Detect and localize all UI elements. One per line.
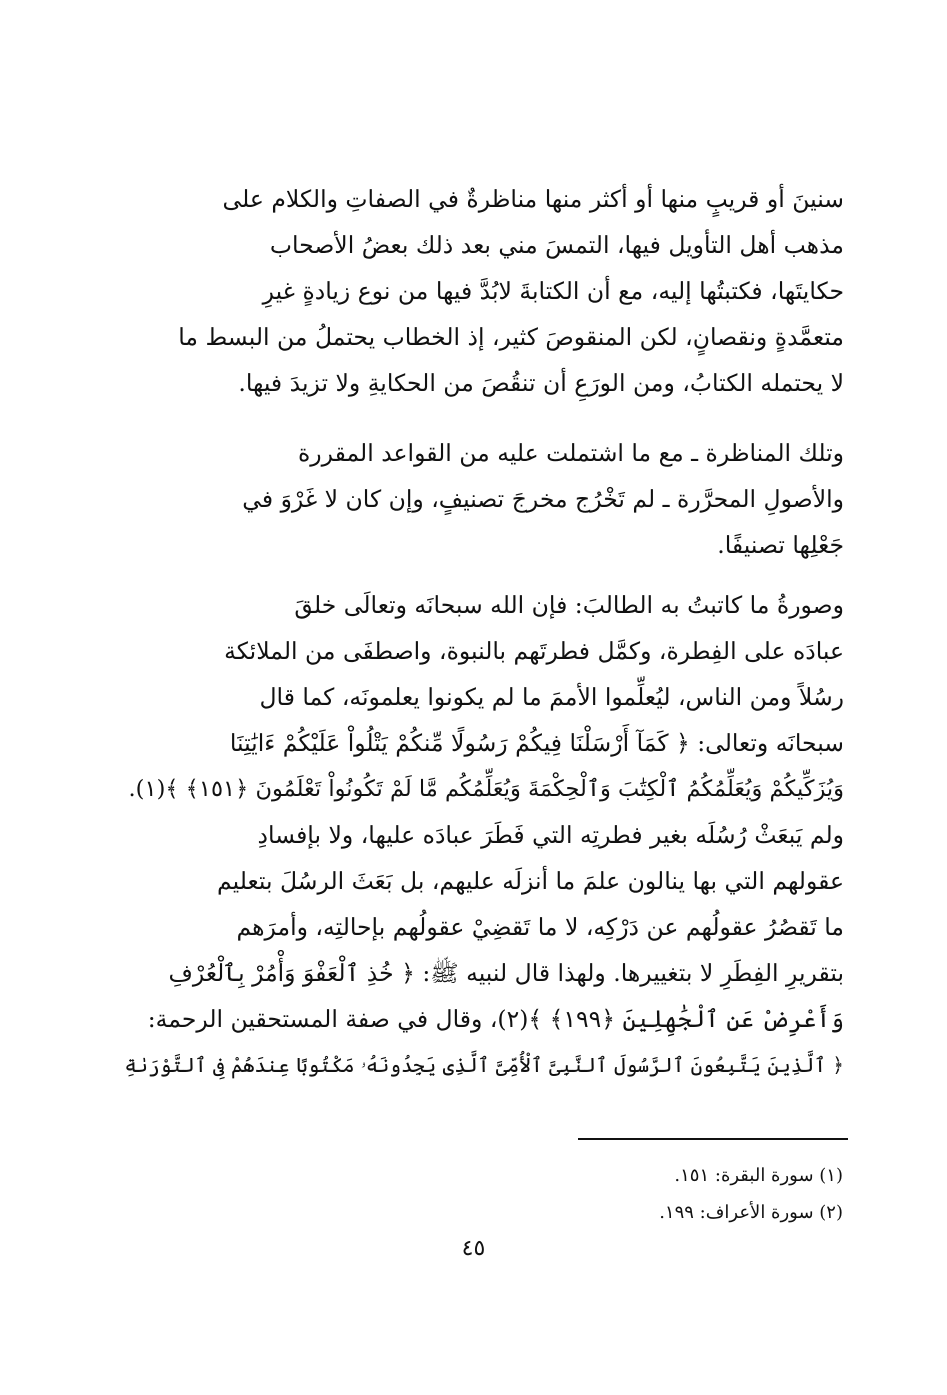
- quran-line: سبحانَه وتعالى: ﴿ كَمَآ أَرْسَلْنَا فِيكُمْ رَسُولًا مِّنكُمْ يَتْلُواْ عَلَيْكُمْ ءَايَٰتِنَا: [229, 729, 844, 757]
- quran-line: وَيُزَكِّيكُمْ وَيُعَلِّمُكُمُ ٱلْكِتَٰبَ وَٱلْحِكْمَةَ وَيُعَلِّمُكُم مَّا لَمْ تَكُونُواْ تَعْلَمُونَ ﴿١٥١﴾ ﴾(١).: [128, 776, 844, 802]
- text-line: ما تَقصُرُ عقولُهم عن دَرْكِه، لا ما تَقضِيْ عقولُهم بإحالتِه، وأمرَهم: [236, 913, 844, 941]
- footnote-divider: [578, 1138, 848, 1140]
- text-line: عقولهم التي بها ينالون علمَ ما أنزلَه عليهم، بل بَعَثَ الرسُلَ بتعليم: [217, 867, 844, 895]
- text-line: حكايتَها، فكتبتُها إليه، مع أن الكتابةَ لابُدَّ فيها من نوع زيادةٍ غيرِ: [262, 277, 844, 305]
- paragraph-1: [120, 176, 844, 406]
- text-line: ولم يَبعَثْ رُسُلَه بغير فطرتِه التي فَطَرَ عبادَه عليها، ولا بإفسادِ: [257, 821, 844, 849]
- quran-line: وَأَعْرِضْ عَنِ ٱلْجَٰهِلِينَ ﴿١٩٩﴾ ﴾(٢)، وقال في صفة المستحقين الرحمة:: [147, 1005, 844, 1033]
- footnote-1: (١) سورة البقرة: ١٥١.: [674, 1165, 843, 1186]
- text-line: وتلك المناظرة ـ مع ما اشتملت عليه من القواعد المقررة: [297, 439, 844, 467]
- page-number: ٤٥: [461, 1236, 486, 1261]
- paragraph-3: [120, 582, 844, 1088]
- paragraph-2: [120, 430, 844, 568]
- quran-line: ﴿ ٱلَّذِينَ يَتَّبِعُونَ ٱلرَّسُولَ ٱلنَّبِىَّ ٱلْأُمِّىَّ ٱلَّذِى يَجِدُونَهُۥ مَكْتُوبًا عِندَهُمْ فِى ٱلتَّوْرَىٰةِ: [124, 1053, 844, 1077]
- text-line: والأصولِ المحرَّرة ـ لم تَخْرُج مخرجَ تصنيفٍ، وإن كان لا غَرْوَ في: [242, 485, 844, 513]
- text-line: جَعْلِها تصنيفًا.: [717, 531, 844, 559]
- text-line: عبادَه على الفِطرة، وكمَّل فطرتَهم بالنبوة، واصطفَى من الملائكة: [224, 637, 844, 665]
- text-line: لا يحتمله الكتابُ، ومن الورَعِ أن تنقُصَ من الحكايةِ ولا تزيدَ فيها.: [238, 369, 844, 397]
- text-line: مذهب أهل التأويل فيها، التمسَ مني بعد ذلك بعضُ الأصحاب: [269, 231, 844, 259]
- quran-line: بتقريرِ الفِطَرِ لا بتغييرها. ولهذا قال لنبيه ﷺ: ﴿ خُذِ ٱلْعَفْوَ وَأْمُرْ بِٱلْعُرْفِ: [168, 959, 844, 987]
- footnote-2: (٢) سورة الأعراف: ١٩٩.: [659, 1202, 843, 1223]
- text-line: وصورةُ ما كاتبتُ به الطالبَ: فإن الله سبحانَه وتعالَى خلقَ: [294, 591, 844, 619]
- text-line: رسُلاً ومن الناس، ليُعلِّموا الأممَ ما لم يكونوا يعلمونَه، كما قال: [259, 683, 844, 711]
- text-line: متعمَّدةٍ ونقصانٍ، لكن المنقوصَ كثير، إذ الخطاب يحتملُ من البسط ما: [178, 323, 844, 351]
- text-line: سنينَ أو قريبٍ منها أو أكثر منها مناظرةٌ في الصفاتِ والكلام على: [222, 185, 844, 213]
